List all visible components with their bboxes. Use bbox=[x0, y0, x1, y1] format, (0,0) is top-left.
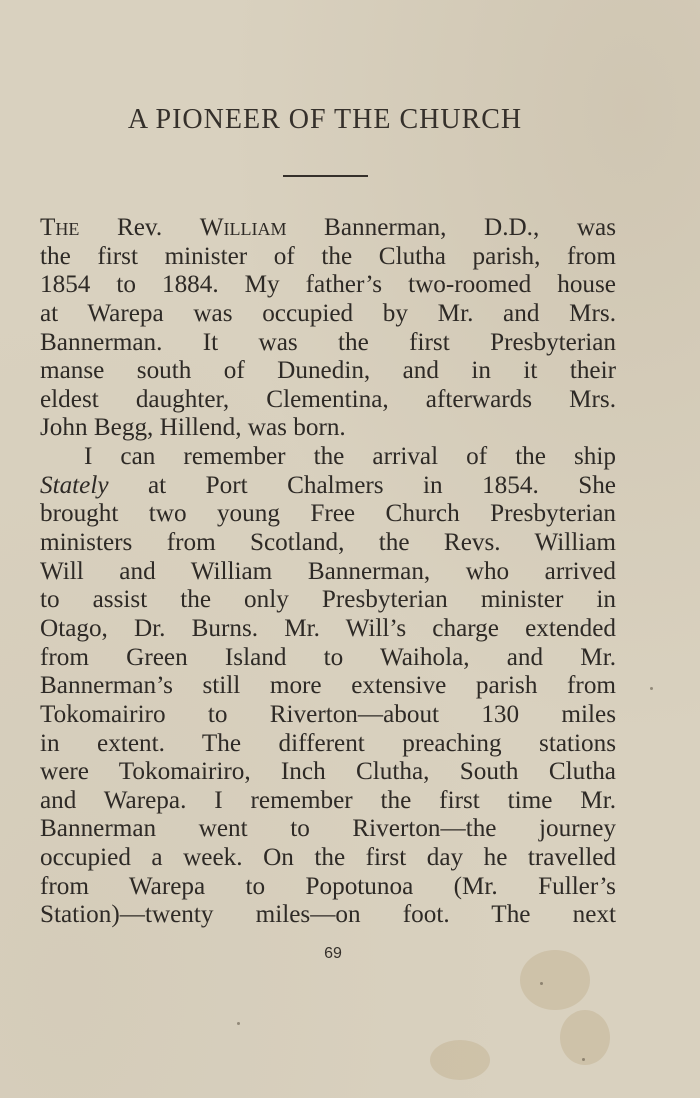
text-line bbox=[40, 329, 616, 358]
text-run: manse south of Dunedin, and in it their bbox=[40, 357, 616, 385]
text-run: Rev. bbox=[79, 214, 200, 241]
text-line bbox=[40, 672, 616, 701]
text-run: in extent. The different preaching stations bbox=[40, 729, 616, 757]
text-line bbox=[40, 815, 616, 844]
body-text bbox=[40, 214, 616, 930]
text-run: Otago, Dr. Burns. Mr. Will’s charge extended bbox=[40, 614, 616, 642]
text-run: ministers from Scotland, the Revs. William bbox=[40, 529, 616, 557]
text-line bbox=[40, 558, 616, 587]
text-line bbox=[40, 500, 616, 529]
text-run: eldest daughter, Clementina, afterwards Mrs. bbox=[40, 385, 616, 413]
paper-speck bbox=[650, 687, 653, 690]
text-run: Bannerman’s still more extensive parish from bbox=[40, 672, 616, 700]
text-run: were Tokomairiro, Inch Clutha, South Clutha bbox=[40, 758, 616, 786]
text-run: John Begg, Hillend, was born. bbox=[40, 414, 346, 442]
text-line bbox=[40, 758, 616, 787]
text-run: and Warepa. I remember the first time Mr. bbox=[40, 786, 616, 814]
text-run: Bannerman. It was the first Presbyterian bbox=[40, 328, 616, 356]
text-line bbox=[40, 730, 616, 759]
text-run: Bannerman, D.D., was bbox=[286, 214, 616, 241]
text-line bbox=[40, 300, 616, 329]
text-run: The bbox=[40, 214, 80, 241]
text-line bbox=[40, 873, 616, 902]
text-line bbox=[40, 586, 616, 615]
text-run: Tokomairiro to Riverton—about 130 miles bbox=[40, 700, 616, 728]
title-divider bbox=[283, 175, 368, 177]
text-line bbox=[40, 787, 616, 816]
text-run: at Warepa was occupied by Mr. and Mrs. bbox=[40, 299, 616, 327]
text-line bbox=[40, 615, 616, 644]
text-line bbox=[40, 844, 616, 873]
text-line bbox=[40, 386, 616, 415]
text-line bbox=[40, 443, 616, 472]
paper-stain bbox=[560, 1010, 610, 1065]
text-line bbox=[40, 414, 616, 443]
chapter-title: A PIONEER OF THE CHURCH bbox=[127, 104, 523, 135]
text-run: Bannerman went to Riverton—the journey bbox=[40, 815, 616, 843]
text-run: William bbox=[199, 214, 287, 241]
text-run: brought two young Free Church Presbyterian bbox=[40, 500, 616, 528]
text-run: the first minister of the Clutha parish, from bbox=[40, 242, 616, 270]
text-line bbox=[40, 901, 616, 930]
text-line bbox=[40, 271, 616, 300]
text-line bbox=[40, 701, 616, 730]
text-line bbox=[40, 529, 616, 558]
paper-speck bbox=[237, 1022, 240, 1025]
text-run: I can remember the arrival of the ship bbox=[84, 443, 616, 471]
text-run: at Port Chalmers in 1854. She bbox=[108, 471, 616, 499]
text-run: occupied a week. On the first day he travelled bbox=[40, 844, 616, 872]
text-run: Will and William Bannerman, who arrived bbox=[40, 557, 616, 585]
text-line bbox=[40, 243, 616, 272]
text-line bbox=[40, 214, 616, 243]
text-run: to assist the only Presbyterian minister in bbox=[40, 586, 616, 614]
text-run: from Green Island to Waihola, and Mr. bbox=[40, 643, 616, 671]
paper-speck bbox=[582, 1058, 585, 1061]
paper-stain bbox=[430, 1040, 490, 1080]
text-run: 1854 to 1884. My father’s two-roomed house bbox=[40, 271, 616, 299]
page-number: 69 bbox=[324, 945, 342, 962]
text-run: from Warepa to Popotunoa (Mr. Fuller’s bbox=[40, 872, 616, 900]
text-line bbox=[40, 644, 616, 673]
paper-speck bbox=[540, 982, 543, 985]
text-line bbox=[40, 357, 616, 386]
text-run: Stately bbox=[40, 471, 109, 499]
text-line bbox=[40, 472, 616, 501]
text-run: Station)—twenty miles—on foot. The next bbox=[40, 901, 616, 929]
